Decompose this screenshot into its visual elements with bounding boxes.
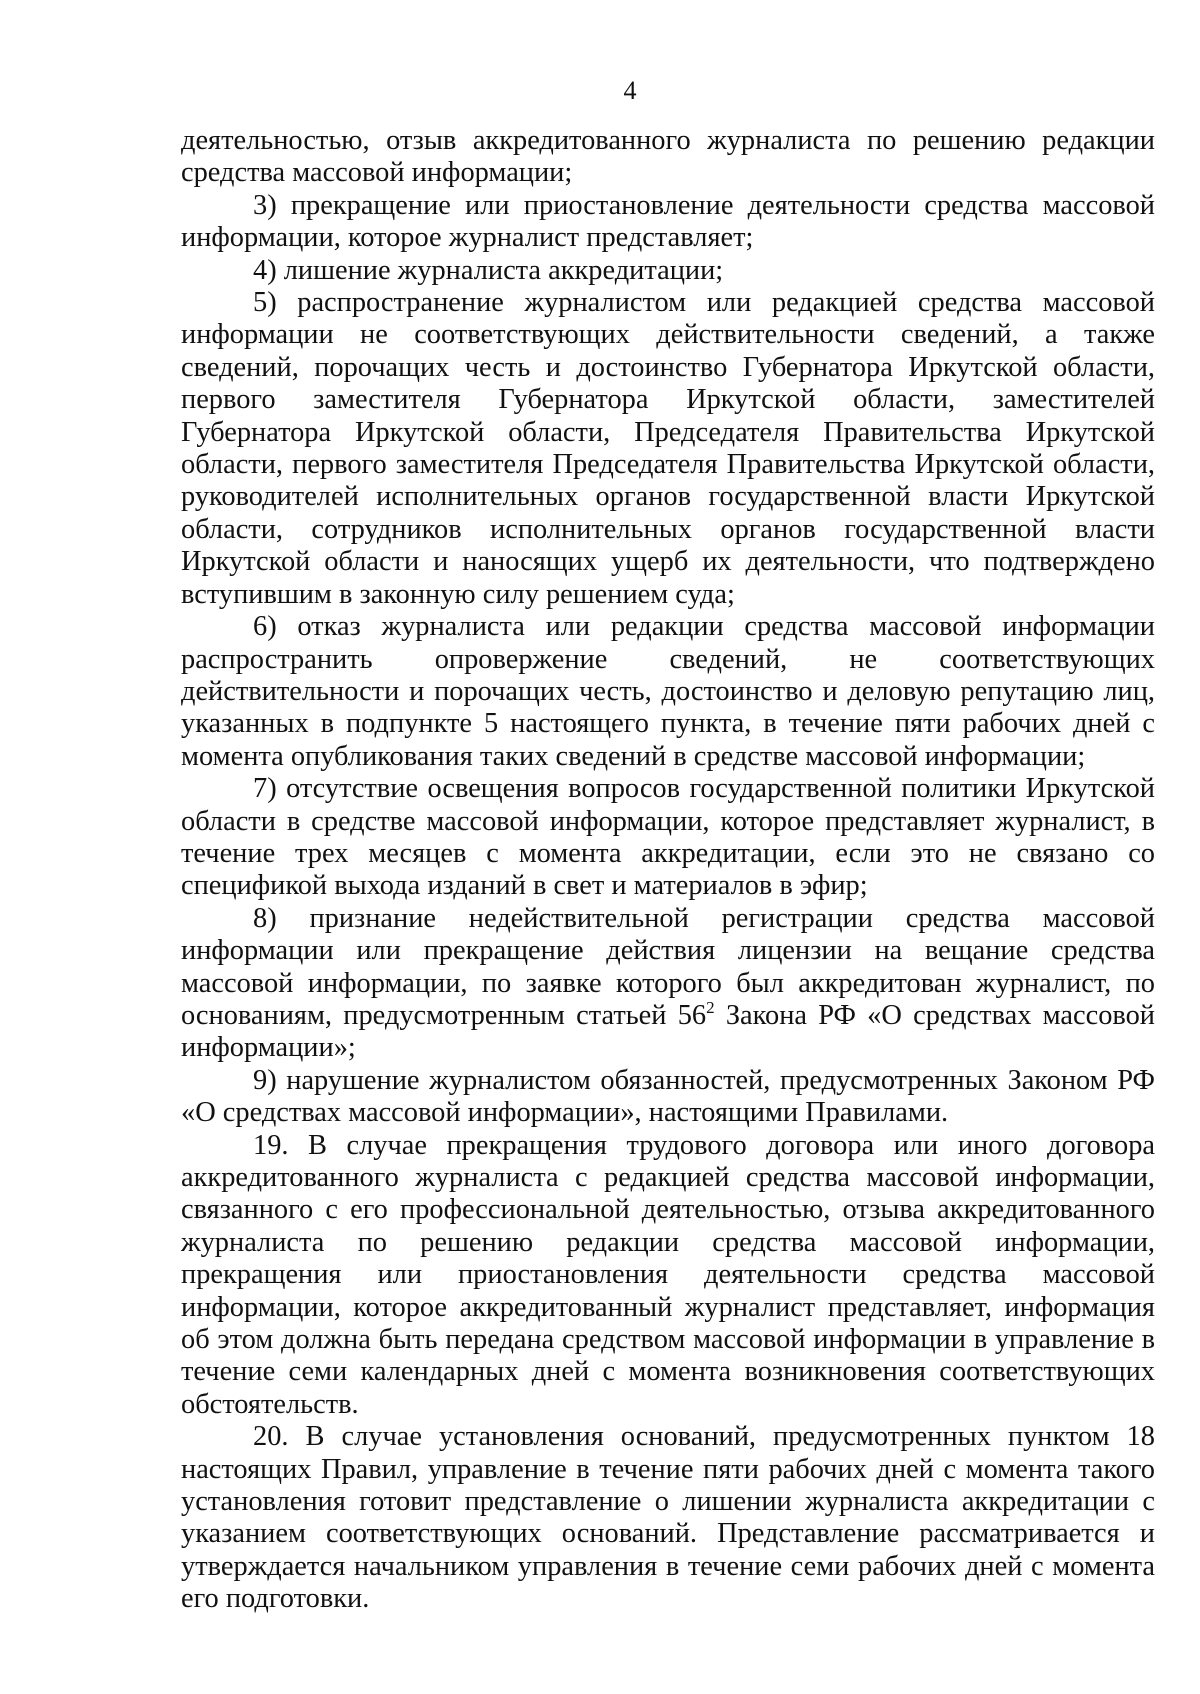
paragraph-item-9: 9) нарушение журналистом обязанностей, предусмотренных Законом РФ «О средствах массовой информации», настоящими Правилами. [181,1064,1155,1129]
page-number: 4 [623,76,637,105]
paragraph-item-4: 4) лишение журналиста аккредитации; [253,254,724,286]
article-superscript: 2 [706,997,715,1017]
paragraph-item-7: 7) отсутствие освещения вопросов государственной политики Иркутской области в средстве массовой информации, которое представляет журналист, в течение трех месяцев с момента аккредитации, если это не связано со спецификой выхода изданий в свет и материалов в эфир; [181,773,1155,902]
paragraph-clause-19: 19. В случае прекращения трудового договора или иного договора аккредитованного журналиста с редакцией средства массовой информации, связанного с его профессиональной деятельностью, отзыва аккредитованного журналиста по решению редакции средства массовой информации, прекращения или приостановления деятельности средства массовой информации, которое аккредитованный журналист представляет, информация об этом должна быть передана средством массовой информации в управление в течение семи календарных дней с момента возникновения соответствующих обстоятельств. [181,1129,1155,1420]
paragraph-continuation: деятельностью, отзыв аккредитованного журналиста по решению редакции средства массовой информации; [181,125,1155,189]
paragraph-item-3: 3) прекращение или приостановление деятельности средства массовой информации, которое журналист представляет; [181,189,1155,254]
paragraph-item-6: 6) отказ журналиста или редакции средства массовой информации распространить опровержение сведений, не соответствующих действительности и порочащих честь, достоинство и деловую репутацию лиц, указанных в подпункте 5 настоящего пункта, в течение пяти рабочих дней с момента опубликования таких сведений в средстве массовой информации; [181,611,1155,772]
paragraph-item-8 [181,903,1155,1065]
paragraph-item-8-text: 8) признание недействительной регистрации средства массовой информации или прекращение действия лицензии на вещание средства массовой информации, по заявке которого был аккредитован журналист, по основаниям, предусмотренным статьей 56 [181,902,1155,1031]
paragraph-item-5: 5) распространение журналистом или редакцией средства массовой информации не соответствующих действительности сведений, а также сведений, порочащих честь и достоинство Губернатора Иркутской области, первого заместителя Губернатора Иркутской области, заместителей Губернатора Иркутской области, Председателя Правительства Иркутской области, первого заместителя Председателя Правительства Иркутской области, руководителей исполнительных органов государственной власти Иркутской области, сотрудников исполнительных органов государственной власти Иркутской области и наносящих ущерб их деятельности, что подтверждено вступившим в законную силу решением суда; [181,287,1155,610]
document-body [181,125,1155,1616]
paragraph-item-8-tail: Закона РФ «О средствах массовой информации»; [181,999,1155,1064]
paragraph-clause-20: 20. В случае установления оснований, предусмотренных пунктом 18 настоящих Правил, управление в течение пяти рабочих дней с момента такого установления готовит представление о лишении журналиста аккредитации с указанием соответствующих оснований. Представление рассматривается и утверждается начальником управления в течение семи рабочих дней с момента его подготовки. [181,1421,1155,1615]
